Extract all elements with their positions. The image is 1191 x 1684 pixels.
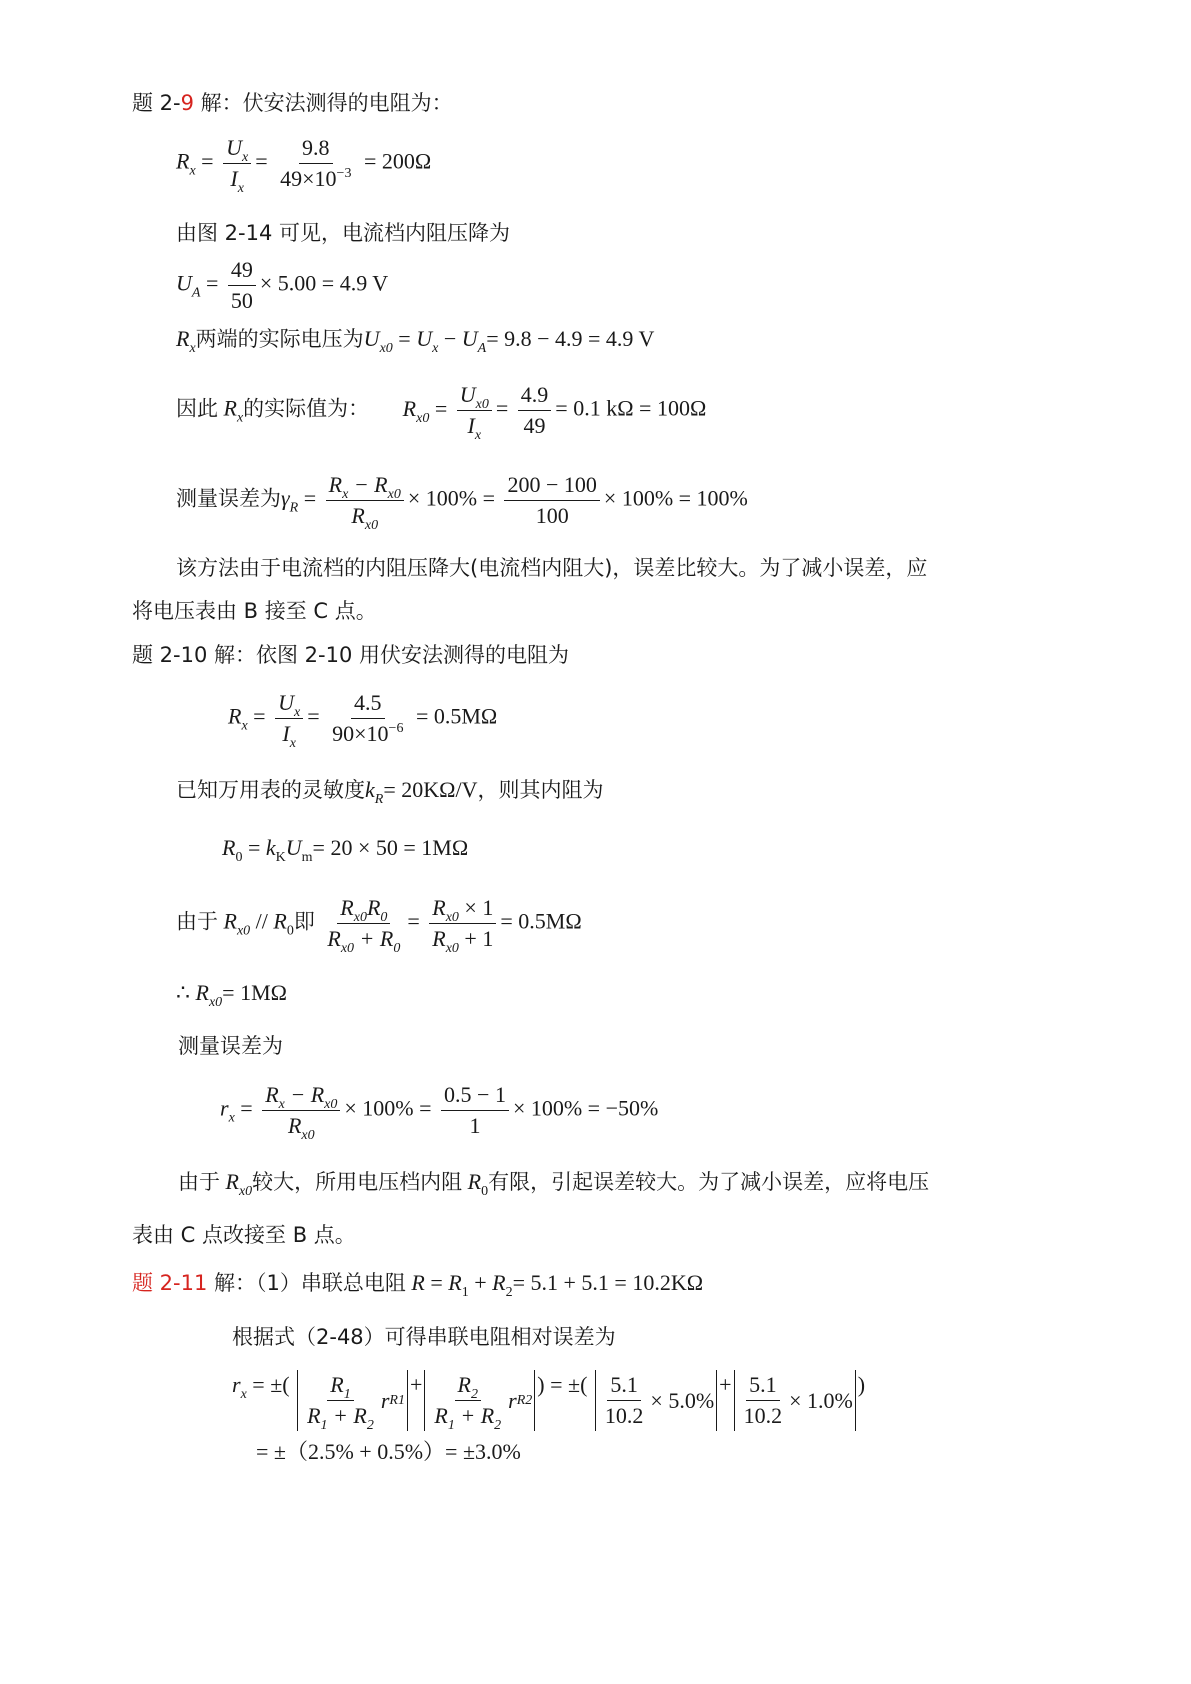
equation-ua: $U_A$ = $\frac{49}{50}$ × 5.00 = 4.9 V [176,257,389,313]
actual-voltage-line: $R_x$两端的实际电压为$U_{x0} = U_x - U_A= 9.8 - 4.9 = 4.9$ V [176,326,655,356]
equation-error-2-10: $r_x$ = $\frac{R_x - R_{x0}}{R_{x0}}$ × 100% = $\frac{0.5 - 1}{1}$ × 100% = −50% [220,1082,659,1143]
therefore-line: ∴ $R_{x0}= 1M\Omega$ [176,980,287,1010]
formula-reference-text: 根据式（2-48）可得串联电阻相对误差为 [232,1325,616,1349]
problem-label: 题 2- [132,91,181,115]
equation-rx-2-10: $R_x$ = $\frac{U_x}{I_x}$ = $\frac{4.5}{90\times 10^{-6}}$ = 0.5MΩ [228,690,498,751]
problem-2-10-heading: 题 2-10 解：依图 2-10 用伏安法测得的电阻为 [132,643,570,667]
conclusion-2-10-line-2: 表由 C 点改接至 B 点。 [132,1223,356,1247]
problem-2-9-heading [132,88,453,118]
problem-number: 9 [180,91,194,115]
equation-r0: $R_0 = k_KU_m= 20 \times 50 = 1M\Omega$ [222,835,469,865]
final-result-line: = ±（2.5% + 0.5%）= ±3.0% [256,1439,521,1464]
problem-label: 题 2-11 [132,1271,208,1295]
sensitivity-line: 已知万用表的灵敏度$k_R= 20K\Omega/V$，则其内阻为 [176,777,604,807]
figure-reference-text: 由图 2-14 可见，电流档内阻压降为 [176,221,511,245]
problem-intro: 解：伏安法测得的电阻为： [194,91,453,115]
measurement-error-line: 测量误差为$\gamma_R$ = $\frac{R_x - R_{x0}}{R_{x0}}$ × 100% = $\frac{200 - 100}{100}$ × 100% = 100% [176,472,748,533]
conclusion-paragraph-line-2: 将电压表由 B 接至 C 点。 [132,599,377,623]
problem-2-11-heading: 题 2-11 解：（1）串联总电阻 $R = R_1 + R_2= 5.1 + 5.1 = 10.2K\Omega$ [132,1270,704,1300]
conclusion-paragraph-line-1: 该方法由于电流档的内阻压降大(电流档内阻大)，误差比较大。为了减小误差，应 [176,556,928,580]
equation-rx: $R_x$ = $\frac{U_x}{I_x}$ = $\frac{9.8}{49\times 10^{-3}}$ = 200Ω [176,135,432,196]
conclusion-2-10-line-1: 由于 $R_{x0}$较大，所用电压档内阻 $R_0$有限，引起误差较大。为了减小误差，应将电压 [178,1169,930,1199]
parallel-line: 由于 $R_{x0} // R_0$即 $\frac{R_{x0}R_0}{R_{x0} + R_0}$ = $\frac{R_{x0} \times 1}{R_{x0} + 1}$ = 0.5MΩ [176,895,582,956]
fraction: $\frac{U_x}{I_x}$ [223,133,251,194]
equation-series-error: $r_x$ = ±( $\frac{R_1}{R_1 + R_2}$ r R1 + $\frac{R_2}{R_1 + R_2}$ r R2 ) = ±( $\frac{5.1}{10.2}$ × 5.0% + $\frac{5.1}{10.2}$ × 1.0% ) [232,1372,866,1433]
fraction: $\frac{9.8}{49\times 10^{-3}}$ [280,135,352,191]
actual-resistance-line: 因此 $R_x$的实际值为： $R_{x0}$ = $\frac{U_{x0}}{I_x}$ = $\frac{4.9}{49}$ = 0.1 kΩ = 100Ω [176,382,707,443]
error-label: 测量误差为 [178,1034,283,1058]
